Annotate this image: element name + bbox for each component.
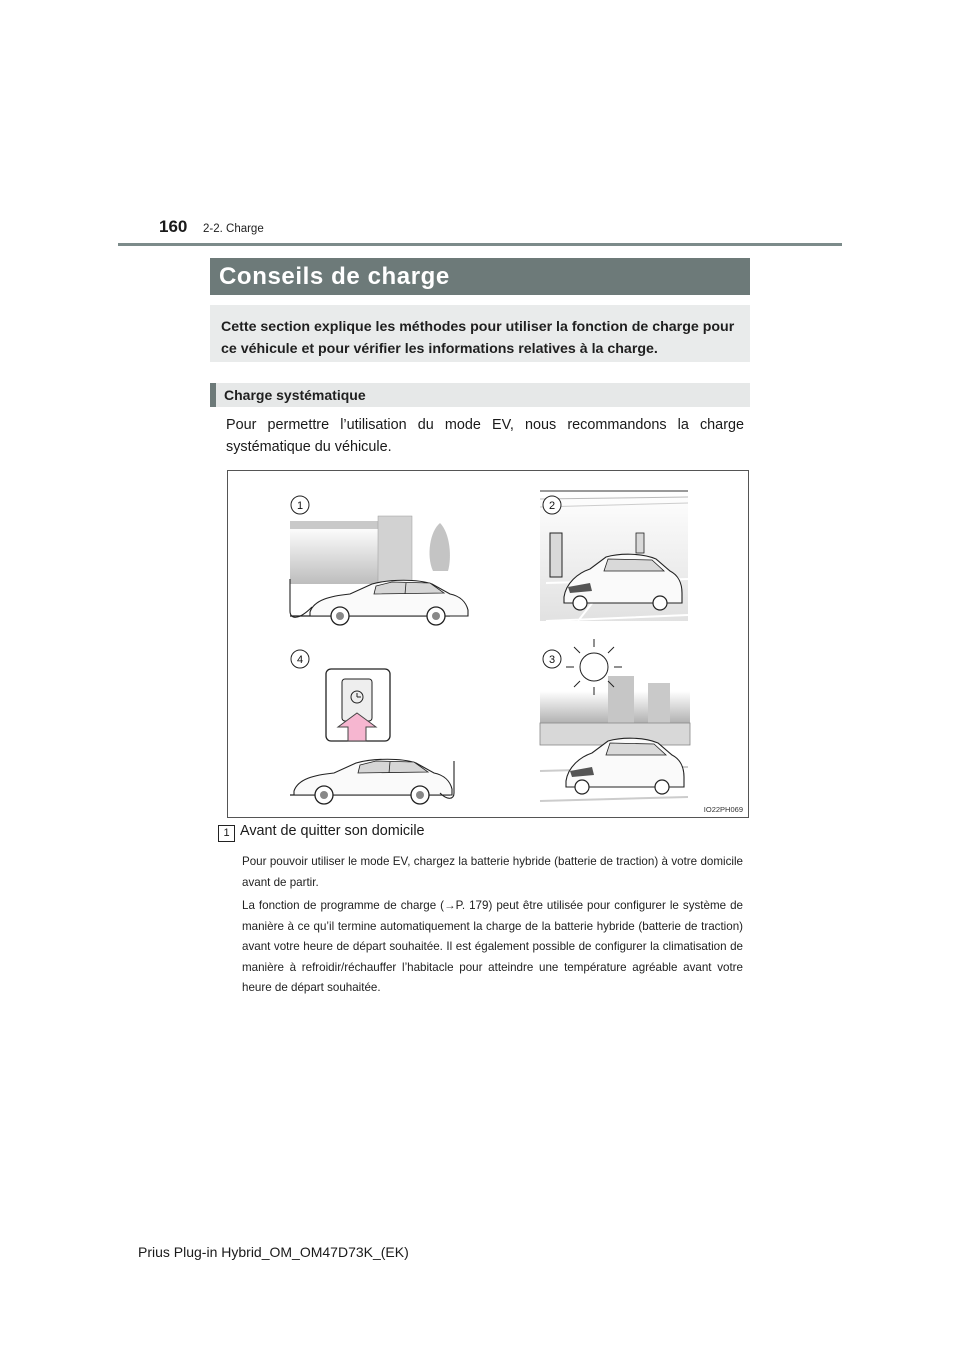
section-reference: 2-2. Charge <box>203 223 264 235</box>
page-title: Conseils de charge <box>219 263 450 290</box>
subheading: Charge systématique <box>224 387 366 403</box>
item-number-badge: 1 <box>218 825 235 842</box>
intro-box <box>210 305 750 362</box>
header-rule <box>118 243 842 246</box>
charging-scenes-illustration <box>228 471 748 817</box>
scene-home-charging <box>290 496 468 625</box>
scene-public-charging <box>540 489 688 621</box>
page-number: 160 <box>159 217 188 236</box>
scene-scheduled-charging <box>290 650 454 804</box>
item-paragraph-2: La fonction de programme de charge (→P. 179) peut être utilisée pour configurer le système de manière à ce qu’il termine automatiquement la charge de la batterie hybride (batterie de traction) avant votre heure de départ souhaitée. Il est également possible de configurer la climatisation de manière à refroidir/réchauffer l’habitacle pour atteindre une température agréable avant votre heure de départ souhaitée. <box>242 899 743 994</box>
item-title: Avant de quitter son domicile <box>240 823 425 839</box>
scene-label-3: 3 <box>548 654 556 666</box>
item-paragraph-1: Pour pouvoir utiliser le mode EV, chargez la batterie hybride (batterie de traction) à votre domicile avant de partir. <box>242 855 743 889</box>
subheading-accent <box>210 383 216 407</box>
subheading-bar <box>210 383 750 407</box>
body-paragraph: Pour permettre l’utilisation du mode EV, nous recommandons la charge systématique du véhicule. <box>226 417 744 455</box>
scene-label-2: 2 <box>548 500 556 512</box>
scene-label-4: 4 <box>296 654 304 666</box>
illustration <box>227 470 749 818</box>
title-bar <box>210 258 750 295</box>
scene-daytime-parking <box>540 639 690 801</box>
figure-code: IO22PH069 <box>703 805 743 814</box>
intro-text: Cette section explique les méthodes pour utiliser la fonction de charge pour ce véhicule et pour vérifier les informations relatives à la charge. <box>221 319 735 357</box>
footer-document-id: Prius Plug-in Hybrid_OM_OM47D73K_(EK) <box>138 1244 409 1260</box>
scene-label-1: 1 <box>296 500 304 512</box>
